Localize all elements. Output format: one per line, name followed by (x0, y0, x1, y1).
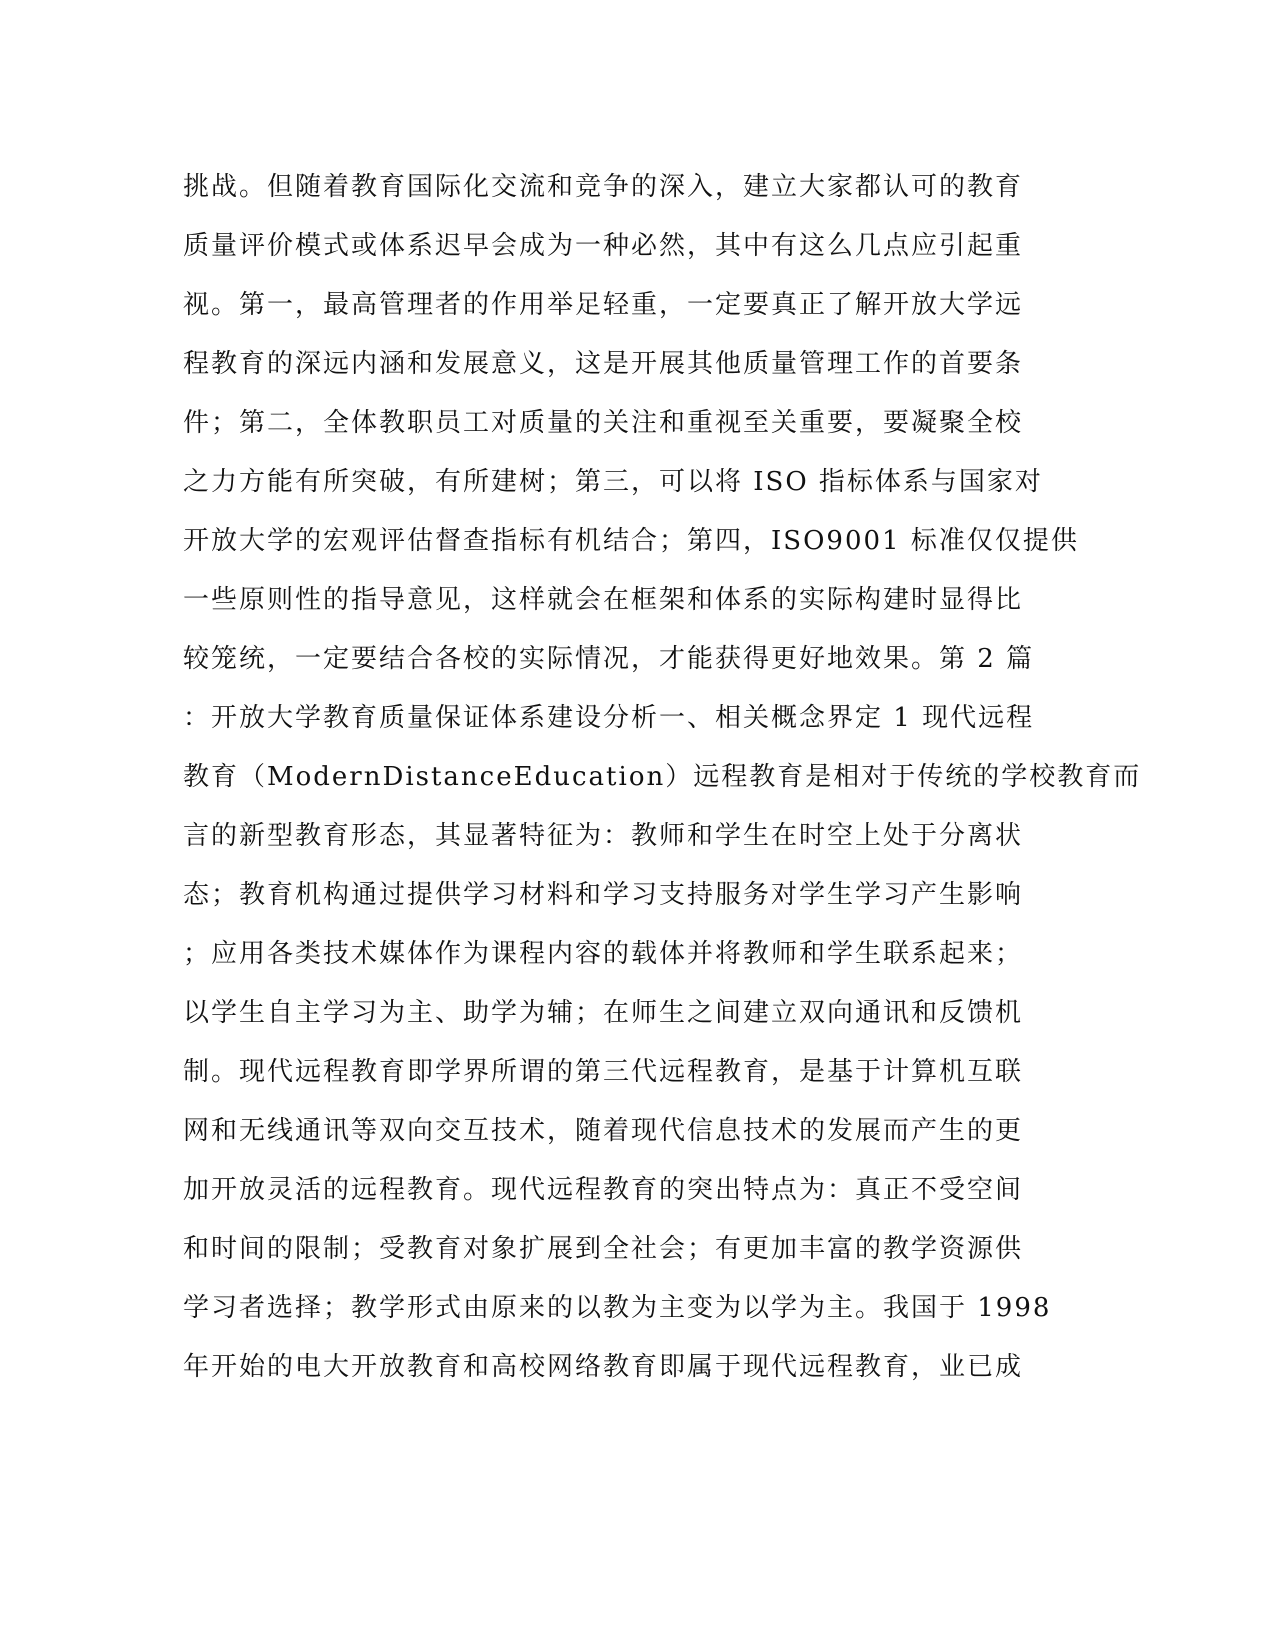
text-line: 较笼统，一定要结合各校的实际情况，才能获得更好地效果。第 2 篇 (183, 644, 1035, 674)
text-line: 网和无线通讯等双向交互技术，随着现代信息技术的发展而产生的更 (183, 1116, 1024, 1146)
text-line: 挑战。但随着教育国际化交流和竞争的深入，建立大家都认可的教育 (183, 172, 1024, 202)
text-line: 开放大学的宏观评估督查指标有机结合；第四，ISO9001 标准仅仅提供 (183, 526, 1079, 556)
text-line: 教育（ModernDistanceEducation）远程教育是相对于传统的学校教育而 (183, 762, 1142, 792)
text-line: 学习者选择；教学形式由原来的以教为主变为以学为主。我国于 1998 (183, 1293, 1052, 1323)
text-line: 视。第一，最高管理者的作用举足轻重，一定要真正了解开放大学远 (183, 290, 1024, 320)
text-line: 件；第二，全体教职员工对质量的关注和重视至关重要，要凝聚全校 (183, 408, 1024, 438)
text-line: 质量评价模式或体系迟早会成为一种必然，其中有这么几点应引起重 (183, 231, 1024, 261)
text-line: 言的新型教育形态，其显著特征为：教师和学生在时空上处于分离状 (183, 821, 1024, 851)
text-line: 年开始的电大开放教育和高校网络教育即属于现代远程教育，业已成 (183, 1352, 1024, 1382)
text-line: 一些原则性的指导意见，这样就会在框架和体系的实际构建时显得比 (183, 585, 1024, 615)
text-line: 程教育的深远内涵和发展意义，这是开展其他质量管理工作的首要条 (183, 349, 1024, 379)
text-line: 加开放灵活的远程教育。现代远程教育的突出特点为：真正不受空间 (183, 1175, 1024, 1205)
text-line: 以学生自主学习为主、助学为辅；在师生之间建立双向通讯和反馈机 (183, 998, 1024, 1028)
body-text (183, 158, 1142, 1397)
text-line: 之力方能有所突破，有所建树；第三，可以将 ISO 指标体系与国家对 (183, 467, 1043, 497)
text-line: 制。现代远程教育即学界所谓的第三代远程教育，是基于计算机互联 (183, 1057, 1024, 1087)
text-line: ；应用各类技术媒体作为课程内容的载体并将教师和学生联系起来； (183, 939, 1024, 969)
text-line: 和时间的限制；受教育对象扩展到全社会；有更加丰富的教学资源供 (183, 1234, 1024, 1264)
text-line: ：开放大学教育质量保证体系建设分析一、相关概念界定 1 现代远程 (183, 703, 1035, 733)
text-line: 态；教育机构通过提供学习材料和学习支持服务对学生学习产生影响 (183, 880, 1024, 910)
